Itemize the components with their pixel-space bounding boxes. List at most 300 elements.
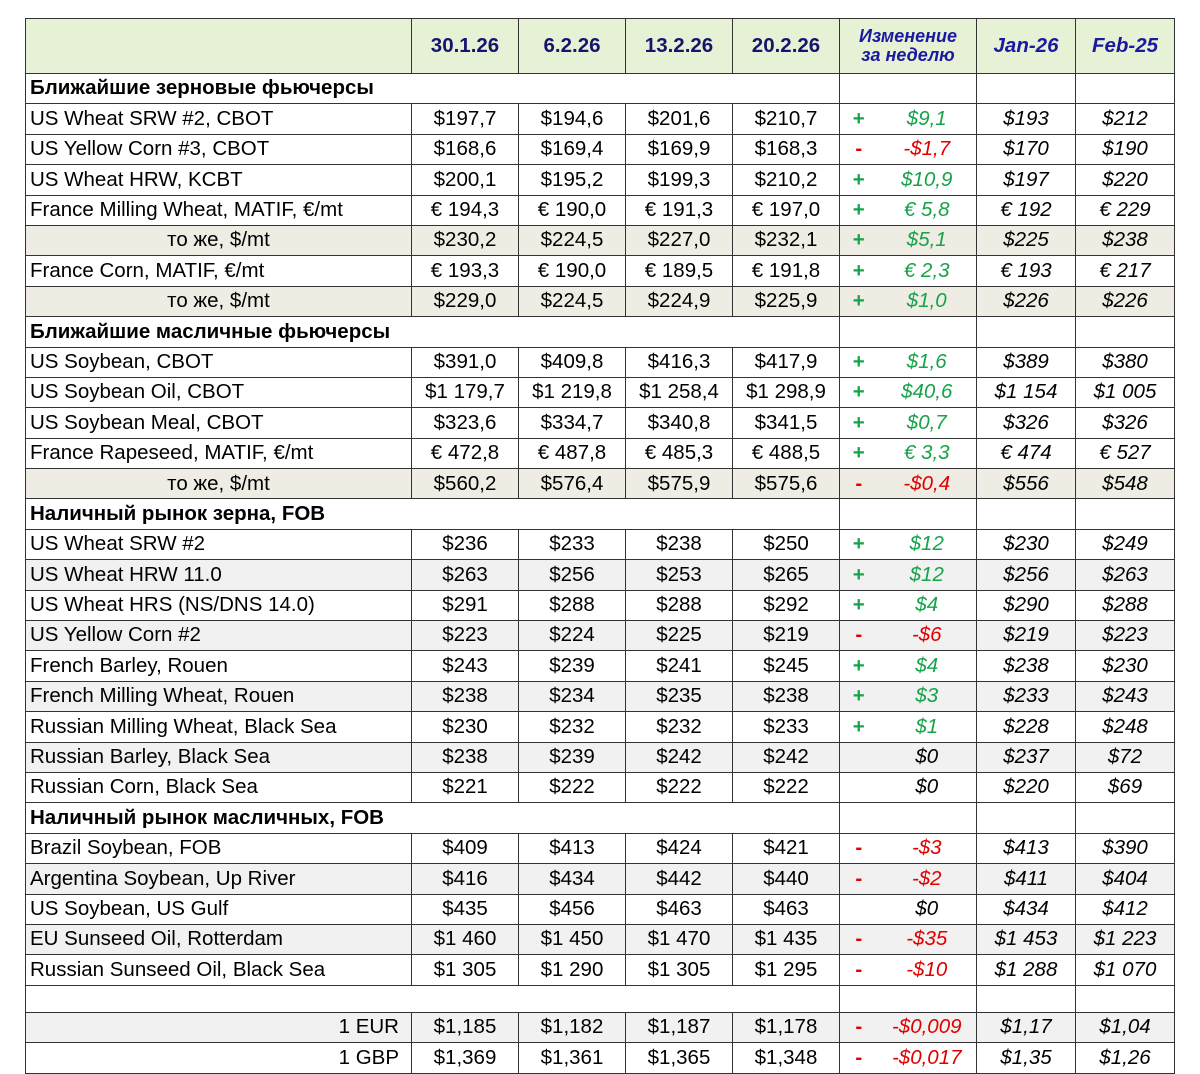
price-cell: $1,348 [733,1043,840,1073]
table-row [26,924,1175,954]
weekly-change-value: € 2,3 [878,256,977,286]
price-cell: € 190,0 [519,195,626,225]
table-row [26,438,1175,468]
price-cell: $1,361 [519,1043,626,1073]
hist-value-feb25: € 527 [1076,438,1175,468]
price-cell: € 472,8 [412,438,519,468]
hist-value-feb25: $249 [1076,529,1175,559]
commodity-name: EU Sunseed Oil, Rotterdam [26,924,412,954]
price-cell: $238 [412,742,519,772]
commodity-name: US Soybean Oil, CBOT [26,377,412,407]
price-cell: € 485,3 [626,438,733,468]
header-date-4: 20.2.26 [733,19,840,74]
price-cell: $242 [733,742,840,772]
commodity-name: Argentina Soybean, Up River [26,864,412,894]
change-cell-empty [840,317,977,347]
hist-value-feb25: $380 [1076,347,1175,377]
weekly-change-value: $1 [878,712,977,742]
price-cell: $1 219,8 [519,377,626,407]
price-cell: $1 295 [733,955,840,985]
weekly-change-value: $12 [878,560,977,590]
hist-value-feb25: $412 [1076,894,1175,924]
price-cell: $222 [733,772,840,802]
change-sign: - [840,469,878,499]
change-sign: - [840,833,878,863]
change-sign: + [840,225,878,255]
price-cell: $241 [626,651,733,681]
table-row [26,864,1175,894]
commodity-name: US Wheat HRW 11.0 [26,560,412,590]
price-cell: $1 290 [519,955,626,985]
table-row [26,833,1175,863]
hist-cell-empty [1076,74,1175,104]
table-row [26,560,1175,590]
price-cell: $169,9 [626,134,733,164]
hist-value-jan26: $411 [977,864,1076,894]
hist-cell-empty [1076,499,1175,529]
weekly-change-value: -$10 [878,955,977,985]
hist-value-jan26: € 193 [977,256,1076,286]
change-cell-empty [840,803,977,833]
price-cell: $391,0 [412,347,519,377]
weekly-change-value: -$0,4 [878,469,977,499]
commodity-name: Russian Sunseed Oil, Black Sea [26,955,412,985]
change-sign: + [840,104,878,134]
weekly-change-value: $10,9 [878,165,977,195]
price-cell: $417,9 [733,347,840,377]
change-sign [840,742,878,772]
change-sign: + [840,651,878,681]
price-cell: $224 [519,621,626,651]
hist-value-feb25: $1,26 [1076,1043,1175,1073]
price-cell: $234 [519,681,626,711]
price-cell: $1,187 [626,1012,733,1042]
price-cell: $1 450 [519,924,626,954]
price-cell: $201,6 [626,104,733,134]
commodity-name: US Wheat HRW, KCBT [26,165,412,195]
hist-value-jan26: $233 [977,681,1076,711]
price-cell: $232 [626,712,733,742]
price-cell: $292 [733,590,840,620]
commodity-name: Russian Corn, Black Sea [26,772,412,802]
price-cell: $250 [733,529,840,559]
price-cell: $230,2 [412,225,519,255]
header-weekly-change [840,19,977,74]
table-row [26,955,1175,985]
hist-value-feb25: $248 [1076,712,1175,742]
table-row [26,772,1175,802]
price-cell: $219 [733,621,840,651]
hist-value-jan26: $226 [977,286,1076,316]
section-title: Ближайшие масличные фьючерсы [26,317,840,347]
price-cell: $265 [733,560,840,590]
hist-value-jan26: $1,17 [977,1012,1076,1042]
price-cell: $224,5 [519,286,626,316]
commodity-name: US Yellow Corn #3, CBOT [26,134,412,164]
hist-value-feb25: $548 [1076,469,1175,499]
section-title: Наличный рынок масличных, FOB [26,803,840,833]
table-row [26,104,1175,134]
hist-cell-empty [977,985,1076,1012]
price-cell: $235 [626,681,733,711]
table-body [26,19,1175,1074]
price-cell: $1 470 [626,924,733,954]
hist-cell-empty [977,317,1076,347]
change-sign: + [840,195,878,225]
table-row [26,651,1175,681]
hist-value-jan26: $434 [977,894,1076,924]
change-sign: + [840,438,878,468]
price-cell: $576,4 [519,469,626,499]
weekly-change-value: $3 [878,681,977,711]
hist-value-feb25: $1,04 [1076,1012,1175,1042]
weekly-change-value: $1,0 [878,286,977,316]
price-cell: $199,3 [626,165,733,195]
hist-value-jan26: € 474 [977,438,1076,468]
hist-value-jan26: $197 [977,165,1076,195]
price-cell: € 194,3 [412,195,519,225]
price-cell: $232 [519,712,626,742]
weekly-change-value: € 5,8 [878,195,977,225]
price-cell: $1 305 [412,955,519,985]
price-cell: $229,0 [412,286,519,316]
price-cell: $291 [412,590,519,620]
fx-row [26,1012,1175,1042]
price-cell: $239 [519,651,626,681]
price-cell: $224,9 [626,286,733,316]
price-cell: $1 460 [412,924,519,954]
fx-row [26,1043,1175,1073]
commodity-name: Russian Barley, Black Sea [26,742,412,772]
commodity-name: 1 EUR [26,1012,412,1042]
hist-value-jan26: $1,35 [977,1043,1076,1073]
price-cell: $409 [412,833,519,863]
hist-value-feb25: $390 [1076,833,1175,863]
change-sign: - [840,864,878,894]
price-cell: $288 [519,590,626,620]
table-row [26,742,1175,772]
price-cell: $1,182 [519,1012,626,1042]
hist-value-jan26: € 192 [977,195,1076,225]
table-row [26,590,1175,620]
change-sign: - [840,134,878,164]
price-table [25,18,1175,1074]
price-cell: $1,365 [626,1043,733,1073]
price-cell: $456 [519,894,626,924]
hist-value-feb25: $226 [1076,286,1175,316]
hist-cell-empty [977,499,1076,529]
weekly-change-value: $0 [878,742,977,772]
hist-cell-empty [1076,985,1175,1012]
hist-value-jan26: $238 [977,651,1076,681]
section-row [26,74,1175,104]
price-cell: $236 [412,529,519,559]
commodity-name: US Soybean, US Gulf [26,894,412,924]
price-cell: $238 [733,681,840,711]
hist-value-jan26: $389 [977,347,1076,377]
weekly-change-value: -$6 [878,621,977,651]
price-cell: € 193,3 [412,256,519,286]
weekly-change-value: $0 [878,772,977,802]
commodity-name: 1 GBP [26,1043,412,1073]
price-cell: $416,3 [626,347,733,377]
change-sign: + [840,560,878,590]
hist-value-jan26: $256 [977,560,1076,590]
table-row [26,134,1175,164]
commodity-name: то же, $/mt [26,469,412,499]
change-sign: + [840,712,878,742]
change-sign: + [840,165,878,195]
price-cell: $222 [626,772,733,802]
hist-value-jan26: $193 [977,104,1076,134]
hist-value-jan26: $170 [977,134,1076,164]
spacer-cell [26,985,840,1012]
price-cell: $463 [733,894,840,924]
header-label-cell [26,19,412,74]
hist-value-feb25: $238 [1076,225,1175,255]
price-cell: $222 [519,772,626,802]
price-cell: $227,0 [626,225,733,255]
change-sign: + [840,529,878,559]
hist-value-jan26: $228 [977,712,1076,742]
weekly-change-value: $0 [878,894,977,924]
price-cell: $1 179,7 [412,377,519,407]
section-row [26,803,1175,833]
hist-value-feb25: $72 [1076,742,1175,772]
price-cell: $416 [412,864,519,894]
price-cell: $245 [733,651,840,681]
price-cell: $1,178 [733,1012,840,1042]
price-cell: $1 298,9 [733,377,840,407]
table-row [26,347,1175,377]
price-cell: $575,9 [626,469,733,499]
price-cell: € 191,3 [626,195,733,225]
price-cell: $409,8 [519,347,626,377]
change-sign: - [840,1043,878,1073]
change-sign: - [840,621,878,651]
table-row-usd-equivalent [26,225,1175,255]
hist-value-jan26: $1 288 [977,955,1076,985]
hist-value-feb25: $69 [1076,772,1175,802]
table-row [26,165,1175,195]
change-sign: + [840,347,878,377]
weekly-change-value: -$0,017 [878,1043,977,1073]
commodity-name: France Rapeseed, MATIF, €/mt [26,438,412,468]
table-row [26,529,1175,559]
change-sign: - [840,924,878,954]
price-cell: $169,4 [519,134,626,164]
commodity-name: French Barley, Rouen [26,651,412,681]
price-cell: $442 [626,864,733,894]
price-cell: $340,8 [626,408,733,438]
price-cell: $195,2 [519,165,626,195]
header-hist-1: Jan-26 [977,19,1076,74]
change-sign: + [840,590,878,620]
hist-cell-empty [1076,803,1175,833]
hist-value-jan26: $237 [977,742,1076,772]
price-cell: $168,3 [733,134,840,164]
price-cell: $197,7 [412,104,519,134]
hist-value-feb25: $1 005 [1076,377,1175,407]
price-cell: $575,6 [733,469,840,499]
price-cell: € 191,8 [733,256,840,286]
hist-value-jan26: $413 [977,833,1076,863]
commodity-name: France Corn, MATIF, €/mt [26,256,412,286]
price-cell: $341,5 [733,408,840,438]
table-row [26,377,1175,407]
hist-value-feb25: $263 [1076,560,1175,590]
hist-value-feb25: $212 [1076,104,1175,134]
hist-value-feb25: $190 [1076,134,1175,164]
price-cell: $463 [626,894,733,924]
price-cell: $560,2 [412,469,519,499]
hist-cell-empty [977,74,1076,104]
price-cell: € 487,8 [519,438,626,468]
price-cell: $243 [412,651,519,681]
price-cell: $1,185 [412,1012,519,1042]
price-cell: $200,1 [412,165,519,195]
price-cell: $253 [626,560,733,590]
hist-value-feb25: $230 [1076,651,1175,681]
hist-value-feb25: $1 223 [1076,924,1175,954]
change-sign: + [840,408,878,438]
section-title: Ближайшие зерновые фьючерсы [26,74,840,104]
weekly-change-value: -$3 [878,833,977,863]
header-date-3: 13.2.26 [626,19,733,74]
table-row [26,712,1175,742]
table-row [26,621,1175,651]
weekly-change-value: -$1,7 [878,134,977,164]
change-sign: - [840,1012,878,1042]
hist-value-jan26: $220 [977,772,1076,802]
spacer-row [26,985,1175,1012]
section-row [26,499,1175,529]
commodity-name: то же, $/mt [26,225,412,255]
commodity-name: US Yellow Corn #2 [26,621,412,651]
weekly-change-value: -$0,009 [878,1012,977,1042]
weekly-change-value: $9,1 [878,104,977,134]
hist-value-feb25: $404 [1076,864,1175,894]
price-cell: $334,7 [519,408,626,438]
header-change-line1: Изменение [859,26,957,47]
table-row-usd-equivalent [26,286,1175,316]
weekly-change-value: $12 [878,529,977,559]
hist-value-jan26: $225 [977,225,1076,255]
price-cell: $225 [626,621,733,651]
change-sign: + [840,286,878,316]
header-change-line2: за неделю [861,45,955,65]
hist-cell-empty [1076,317,1175,347]
commodity-name: Russian Milling Wheat, Black Sea [26,712,412,742]
weekly-change-value: -$35 [878,924,977,954]
price-cell: $434 [519,864,626,894]
price-cell: $424 [626,833,733,863]
weekly-change-value: $4 [878,651,977,681]
header-date-2: 6.2.26 [519,19,626,74]
price-cell: $232,1 [733,225,840,255]
commodity-name: US Wheat HRS (NS/DNS 14.0) [26,590,412,620]
header-hist-2: Feb-25 [1076,19,1175,74]
change-sign: - [840,955,878,985]
change-sign: + [840,681,878,711]
price-cell: € 197,0 [733,195,840,225]
commodity-name: то же, $/mt [26,286,412,316]
price-cell: $323,6 [412,408,519,438]
price-cell: $233 [733,712,840,742]
table-row [26,195,1175,225]
table-row-usd-equivalent [26,469,1175,499]
weekly-change-value: $4 [878,590,977,620]
table-row [26,894,1175,924]
price-cell: $1 258,4 [626,377,733,407]
hist-value-jan26: $290 [977,590,1076,620]
commodity-name: US Wheat SRW #2, CBOT [26,104,412,134]
change-sign: + [840,256,878,286]
commodity-name: France Milling Wheat, MATIF, €/mt [26,195,412,225]
weekly-change-value: $0,7 [878,408,977,438]
hist-value-jan26: $326 [977,408,1076,438]
table-row [26,256,1175,286]
change-sign: + [840,377,878,407]
hist-value-feb25: $220 [1076,165,1175,195]
hist-value-jan26: $219 [977,621,1076,651]
hist-value-feb25: $1 070 [1076,955,1175,985]
price-cell: $239 [519,742,626,772]
price-cell: $242 [626,742,733,772]
price-cell: $263 [412,560,519,590]
price-cell: € 189,5 [626,256,733,286]
weekly-change-value: -$2 [878,864,977,894]
price-cell: $238 [626,529,733,559]
hist-value-feb25: $326 [1076,408,1175,438]
section-row [26,317,1175,347]
change-sign [840,894,878,924]
price-cell: $256 [519,560,626,590]
weekly-change-value: € 3,3 [878,438,977,468]
price-cell: € 488,5 [733,438,840,468]
price-cell: $194,6 [519,104,626,134]
section-title: Наличный рынок зерна, FOB [26,499,840,529]
change-cell-empty [840,499,977,529]
price-cell: $1 305 [626,955,733,985]
price-cell: $221 [412,772,519,802]
price-cell: $421 [733,833,840,863]
hist-value-feb25: € 217 [1076,256,1175,286]
hist-value-jan26: $1 154 [977,377,1076,407]
change-cell-empty [840,74,977,104]
price-cell: $225,9 [733,286,840,316]
commodity-name: US Wheat SRW #2 [26,529,412,559]
price-cell: $238 [412,681,519,711]
price-cell: $210,2 [733,165,840,195]
hist-value-feb25: € 229 [1076,195,1175,225]
price-cell: $440 [733,864,840,894]
price-cell: $210,7 [733,104,840,134]
price-cell: $168,6 [412,134,519,164]
table-row [26,681,1175,711]
commodity-name: US Soybean, CBOT [26,347,412,377]
hist-value-feb25: $243 [1076,681,1175,711]
change-cell-empty [840,985,977,1012]
price-cell: $1 435 [733,924,840,954]
price-cell: $230 [412,712,519,742]
hist-value-feb25: $288 [1076,590,1175,620]
weekly-change-value: $40,6 [878,377,977,407]
price-cell: $224,5 [519,225,626,255]
header-date-1: 30.1.26 [412,19,519,74]
price-cell: € 190,0 [519,256,626,286]
weekly-change-value: $1,6 [878,347,977,377]
